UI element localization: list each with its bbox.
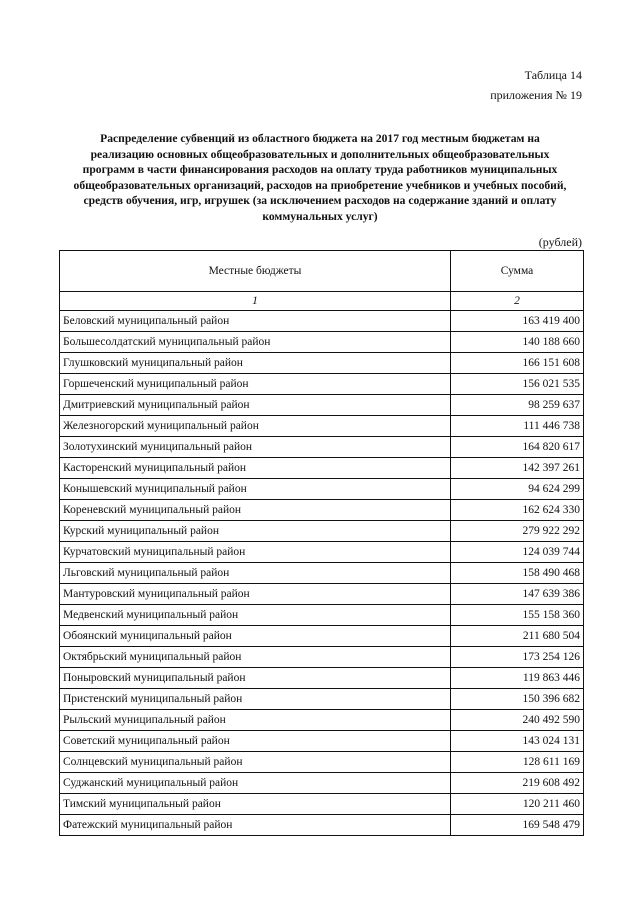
table-row bbox=[60, 437, 584, 458]
budget-name-cell: Мантуровский муниципальный район bbox=[60, 584, 451, 605]
budget-name-cell: Суджанский муниципальный район bbox=[60, 773, 451, 794]
table-row bbox=[60, 584, 584, 605]
table-row bbox=[60, 605, 584, 626]
budget-name-cell: Курчатовский муниципальный район bbox=[60, 542, 451, 563]
budget-name-cell: Большесолдатский муниципальный район bbox=[60, 332, 451, 353]
sum-cell: 162 624 330 bbox=[451, 500, 584, 521]
unit-label: (рублей) bbox=[538, 235, 582, 249]
budget-name-cell: Беловский муниципальный район bbox=[60, 311, 451, 332]
column-number-row bbox=[60, 292, 584, 311]
sum-cell: 94 624 299 bbox=[451, 479, 584, 500]
table-header-row bbox=[60, 251, 584, 292]
budget-name-cell: Октябрьский муниципальный район bbox=[60, 647, 451, 668]
sum-cell: 173 254 126 bbox=[451, 647, 584, 668]
title-line: коммунальных услуг) bbox=[262, 209, 378, 223]
budget-name-cell: Курский муниципальный район bbox=[60, 521, 451, 542]
table-row bbox=[60, 563, 584, 584]
table-row bbox=[60, 458, 584, 479]
budget-name-cell: Глушковский муниципальный район bbox=[60, 353, 451, 374]
budget-name-cell: Касторенский муниципальный район bbox=[60, 458, 451, 479]
budget-name-cell: Дмитриевский муниципальный район bbox=[60, 395, 451, 416]
budget-name-cell: Тимский муниципальный район bbox=[60, 794, 451, 815]
column-header-budgets: Местные бюджеты bbox=[60, 251, 451, 292]
sum-cell: 98 259 637 bbox=[451, 395, 584, 416]
budget-name-cell: Рыльский муниципальный район bbox=[60, 710, 451, 731]
table-row bbox=[60, 521, 584, 542]
sum-cell: 150 396 682 bbox=[451, 689, 584, 710]
table-row bbox=[60, 542, 584, 563]
title-line: Распределение субвенций из областного бюджета на 2017 год местным бюджетам на bbox=[100, 132, 540, 145]
column-number: 1 bbox=[60, 292, 451, 311]
sum-cell: 156 021 535 bbox=[451, 374, 584, 395]
sum-cell: 279 922 292 bbox=[451, 521, 584, 542]
sum-cell: 164 820 617 bbox=[451, 437, 584, 458]
document-title bbox=[70, 131, 570, 224]
budget-name-cell: Конышевский муниципальный район bbox=[60, 479, 451, 500]
sum-cell: 120 211 460 bbox=[451, 794, 584, 815]
budget-name-cell: Пристенский муниципальный район bbox=[60, 689, 451, 710]
sum-cell: 219 608 492 bbox=[451, 773, 584, 794]
sum-cell: 140 188 660 bbox=[451, 332, 584, 353]
table-row bbox=[60, 395, 584, 416]
budget-table bbox=[59, 250, 584, 836]
sum-cell: 166 151 608 bbox=[451, 353, 584, 374]
table-row bbox=[60, 752, 584, 773]
column-number: 2 bbox=[451, 292, 584, 311]
budget-name-cell: Фатежский муниципальный район bbox=[60, 815, 451, 836]
sum-cell: 128 611 169 bbox=[451, 752, 584, 773]
budget-name-cell: Кореневский муниципальный район bbox=[60, 500, 451, 521]
table-row bbox=[60, 689, 584, 710]
sum-cell: 143 024 131 bbox=[451, 731, 584, 752]
budget-name-cell: Золотухинский муниципальный район bbox=[60, 437, 451, 458]
sum-cell: 158 490 468 bbox=[451, 563, 584, 584]
table-row bbox=[60, 773, 584, 794]
budget-name-cell: Обоянский муниципальный район bbox=[60, 626, 451, 647]
table-number-label: Таблица 14 bbox=[524, 68, 582, 82]
table-row bbox=[60, 500, 584, 521]
table-row bbox=[60, 353, 584, 374]
sum-cell: 119 863 446 bbox=[451, 668, 584, 689]
table-row bbox=[60, 815, 584, 836]
table-row bbox=[60, 626, 584, 647]
table-row bbox=[60, 794, 584, 815]
budget-name-cell: Льговский муниципальный район bbox=[60, 563, 451, 584]
table-row bbox=[60, 479, 584, 500]
budget-name-cell: Железногорский муниципальный район bbox=[60, 416, 451, 437]
table-row bbox=[60, 731, 584, 752]
budget-name-cell: Советский муниципальный район bbox=[60, 731, 451, 752]
table-row bbox=[60, 668, 584, 689]
budget-name-cell: Солнцевский муниципальный район bbox=[60, 752, 451, 773]
budget-name-cell: Горшеченский муниципальный район bbox=[60, 374, 451, 395]
sum-cell: 111 446 738 bbox=[451, 416, 584, 437]
appendix-number-label: приложения № 19 bbox=[490, 88, 582, 102]
sum-cell: 147 639 386 bbox=[451, 584, 584, 605]
sum-cell: 211 680 504 bbox=[451, 626, 584, 647]
sum-cell: 155 158 360 bbox=[451, 605, 584, 626]
sum-cell: 240 492 590 bbox=[451, 710, 584, 731]
table-row bbox=[60, 647, 584, 668]
table-row bbox=[60, 710, 584, 731]
column-header-sum: Сумма bbox=[451, 251, 584, 292]
sum-cell: 169 548 479 bbox=[451, 815, 584, 836]
table-row bbox=[60, 374, 584, 395]
table-row bbox=[60, 416, 584, 437]
title-line: общеобразовательных организаций, расходов на приобретение учебников и учебных пособий, bbox=[73, 178, 567, 192]
sum-cell: 142 397 261 bbox=[451, 458, 584, 479]
budget-name-cell: Поныровский муниципальный район bbox=[60, 668, 451, 689]
sum-cell: 124 039 744 bbox=[451, 542, 584, 563]
table-row bbox=[60, 311, 584, 332]
title-line: программ в части финансирования расходов на оплату труда работников муниципальных bbox=[82, 163, 558, 176]
title-line: средств обучения, игр, игрушек (за исключением расходов на содержание зданий и оплату bbox=[83, 194, 557, 207]
budget-name-cell: Медвенский муниципальный район bbox=[60, 605, 451, 626]
sum-cell: 163 419 400 bbox=[451, 311, 584, 332]
title-line: реализацию основных общеобразовательных и дополнительных общеобразовательных bbox=[90, 147, 550, 161]
table-row bbox=[60, 332, 584, 353]
